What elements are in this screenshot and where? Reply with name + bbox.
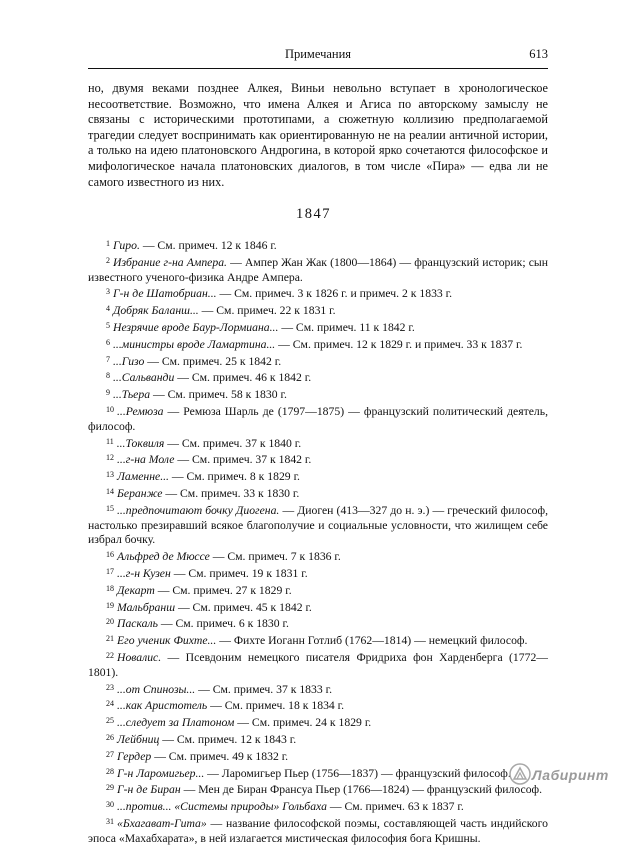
note-term: ...следует за Платоном [117, 716, 235, 730]
note-number: 6 [106, 337, 110, 347]
note-number: 15 [106, 503, 114, 513]
note-text: — См. примеч. 37 к 1840 г. [164, 436, 302, 450]
note-number: 30 [106, 800, 114, 810]
note-number: 11 [106, 436, 114, 446]
note-text: — См. примеч. 37 к 1842 г. [174, 453, 312, 467]
note-term: Его ученик Фихте... [117, 634, 217, 648]
note-number: 14 [106, 486, 114, 496]
note-item [88, 615, 548, 632]
note-item [88, 582, 548, 599]
note-text: — См. примеч. 22 к 1831 г. [198, 304, 336, 318]
note-text: — См. примеч. 58 к 1830 г. [150, 388, 287, 402]
note-number: 8 [106, 371, 110, 381]
note-term: ...против... «Системы природы» Гольбаха [117, 800, 327, 814]
note-number: 1 [106, 239, 110, 248]
note-number: 9 [106, 388, 110, 398]
note-text: — См. примеч. 18 к 1834 г. [207, 699, 345, 713]
note-text: — См. примеч. 27 к 1829 г. [154, 583, 292, 597]
note-item [88, 451, 548, 468]
note-number: 28 [106, 766, 114, 776]
note-text: — Фихте Иоганн Готлиб (1762—1814) — немецкий философ. [216, 634, 528, 648]
note-term: ...г-на Моле [117, 453, 175, 467]
labyrinth-logo-icon [508, 762, 532, 786]
header-rule [88, 68, 548, 69]
note-term: Г-н де Шатобриан... [113, 287, 217, 301]
note-text: — Ремюза Шарль де (1797—1875) — французский политический деятель, философ. [88, 404, 548, 433]
note-number: 19 [106, 600, 114, 610]
note-term: Гердер [117, 749, 152, 763]
note-term: Г-н Ларомигьер... [117, 766, 205, 780]
note-number: 16 [106, 550, 114, 560]
note-term: Незрячие вроде Баур-Лормиана... [113, 320, 279, 334]
note-text: — Мен де Биран Франсуа Пьер (1766—1824) — французский философ. [180, 783, 543, 797]
note-text: — См. примеч. 3 к 1826 г. и примеч. 2 к 1833 г. [216, 287, 453, 301]
note-term: Паскаль [117, 617, 158, 631]
note-item [88, 765, 548, 782]
note-text: — См. примеч. 63 к 1837 г. [326, 800, 464, 814]
running-header-title: Примечания [284, 47, 352, 61]
note-item [88, 468, 548, 485]
note-item [88, 649, 548, 681]
note-text: — См. примеч. 37 к 1833 г. [195, 682, 333, 696]
note-number: 20 [106, 617, 114, 627]
note-item [88, 237, 548, 254]
note-text: — Псевдоним немецкого писателя Фридриха фон Харденберга (1772—1801). [88, 650, 548, 679]
note-item [88, 548, 548, 565]
note-term: ...г-н Кузен [117, 566, 171, 580]
note-text: — См. примеч. 12 к 1846 г. [139, 239, 277, 252]
note-number: 4 [106, 304, 110, 314]
note-number: 22 [106, 650, 114, 660]
note-term: Гиро. [113, 239, 140, 252]
note-number: 10 [106, 404, 114, 414]
note-text: — См. примеч. 45 к 1842 г. [175, 600, 312, 614]
note-item [88, 681, 548, 698]
note-term: Мальбранш [117, 600, 176, 614]
note-term: ...предпочитают бочку Диогена. [117, 503, 280, 517]
note-item [88, 485, 548, 502]
note-term: Избрание г-на Ампера. [113, 255, 227, 269]
note-item [88, 731, 548, 748]
note-text: — Диоген (413—327 до н. э.) — греческий философ, настолько презиравший всякое благополучие и социальные условности, что жилищем себе избрал бочку. [88, 503, 548, 547]
note-number: 29 [106, 783, 114, 793]
note-number: 27 [106, 749, 114, 759]
note-item [88, 599, 548, 616]
note-text: — См. примеч. 33 к 1830 г. [162, 486, 300, 500]
note-number: 12 [106, 453, 114, 463]
note-number: 5 [106, 320, 110, 330]
note-item [88, 565, 548, 582]
note-text: — См. примеч. 12 к 1843 г. [159, 732, 297, 746]
notes-list [88, 237, 548, 846]
page-number: 613 [529, 47, 548, 61]
note-number: 13 [106, 470, 114, 480]
note-item [88, 714, 548, 731]
note-text: — Ампер Жан Жак (1800—1864) — французский историк; сын известного ученого-физика Андре Ампера. [88, 255, 548, 284]
note-item [88, 319, 548, 336]
note-number: 31 [106, 816, 114, 826]
note-item [88, 254, 548, 286]
note-number: 25 [106, 716, 114, 726]
note-number: 23 [106, 682, 114, 692]
note-term: ...Сальванди [113, 371, 175, 385]
note-item [88, 798, 548, 815]
note-number: 24 [106, 699, 114, 709]
note-text: — Ларомигьер Пьер (1756—1837) — французский философ. [204, 766, 511, 780]
note-text: — См. примеч. 6 к 1830 г. [157, 617, 289, 631]
note-text: — См. примеч. 24 к 1829 г. [234, 716, 372, 730]
note-text: — См. примеч. 25 к 1842 г. [144, 354, 282, 368]
note-term: Новалис. [117, 650, 162, 664]
note-text: — См. примеч. 12 к 1829 г. и примеч. 33 к 1837 г. [275, 337, 523, 351]
note-item [88, 632, 548, 649]
note-term: ...Гизо [113, 354, 145, 368]
note-item [88, 386, 548, 403]
note-term: Альфред де Мюссе [117, 550, 210, 564]
note-number: 18 [106, 583, 114, 593]
note-term: ...министры вроде Ламартина... [113, 337, 276, 351]
note-term: Беранже [117, 486, 163, 500]
note-term: ...Токвиля [116, 436, 165, 450]
note-term: ...Ремюза [117, 404, 164, 418]
note-text: — См. примеч. 46 к 1842 г. [174, 371, 312, 385]
note-term: ...как Аристотель [117, 699, 208, 713]
note-term: ...от Спинозы... [117, 682, 196, 696]
note-term: Ламенне... [117, 470, 169, 484]
section-year-heading: 1847 [296, 206, 331, 222]
note-item [88, 748, 548, 765]
note-item [88, 697, 548, 714]
note-number: 2 [106, 255, 110, 265]
note-number: 3 [106, 287, 110, 297]
note-text: — См. примеч. 7 к 1836 г. [209, 550, 341, 564]
note-item [88, 302, 548, 319]
note-item [88, 369, 548, 386]
note-text: — См. примеч. 19 к 1831 г. [170, 566, 308, 580]
note-number: 21 [106, 634, 114, 644]
note-item [88, 781, 548, 798]
note-item [88, 285, 548, 302]
intro-text: но, двумя веками позднее Алкея, Виньи невольно вступает в хронологическое несоответствие. Возможно, что имена Алкея и Агиса по авторскому замыслу не связаны с историческими прототипами, а сюжетную коллизию предполагаемой трагедии следует воспринимать как ориентированную не на реалии античной истории, а только на идею платоновского Андрогина, в которой ярко сочетаются философское и мифологическое начала платоновских диалогов, в том числе «Пира» — едва ли не самого известного из них. [88, 81, 548, 189]
note-term: Г-н де Биран [117, 783, 181, 797]
note-text: — См. примеч. 11 к 1842 г. [278, 320, 415, 334]
note-term: ...Тьера [113, 388, 151, 402]
note-item [88, 815, 548, 846]
note-number: 17 [106, 566, 114, 576]
note-number: 26 [106, 732, 114, 742]
note-item [88, 403, 548, 435]
note-term: Лейбниц [117, 732, 160, 746]
note-text: — См. примеч. 8 к 1829 г. [168, 470, 300, 484]
watermark [508, 760, 618, 790]
intro-paragraph [88, 81, 548, 190]
watermark-text: Лабиринт [532, 767, 609, 783]
note-item [88, 502, 548, 548]
note-number: 7 [106, 354, 110, 364]
note-item [88, 435, 548, 452]
note-item [88, 336, 548, 353]
note-text: — См. примеч. 49 к 1832 г. [151, 749, 289, 763]
note-term: Декарт [117, 583, 155, 597]
running-header [88, 47, 548, 65]
note-item [88, 353, 548, 370]
note-term: «Бхагават-Гита» [117, 816, 207, 830]
note-term: Добряк Баланш... [113, 304, 199, 318]
note-text: — название философской поэмы, составляющей часть индийского эпоса «Махабхарата», в ней излагается мистическая философия бога Кришны. [88, 816, 548, 845]
